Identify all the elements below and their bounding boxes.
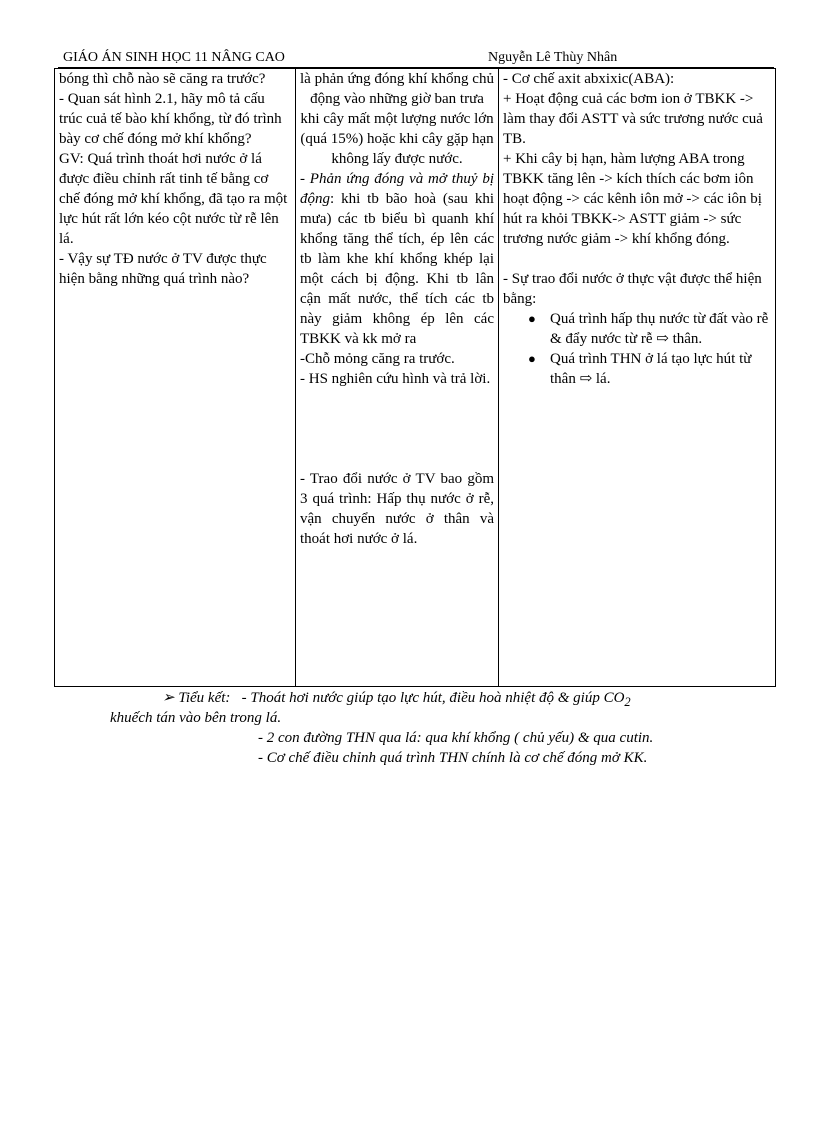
summary-line-3: - 2 con đường THN qua lá: qua khí khổng ( chủ yếu) & qua cutin. [258, 730, 654, 746]
col2-paragraph: - HS nghiên cứu hình và trả lời. [300, 371, 491, 387]
subscript: 2 [624, 695, 631, 709]
summary-marker: ➢ Tiểu kết: [162, 690, 231, 706]
column-student-activity [296, 69, 499, 687]
col2-paragraph: - Trao đổi nước ở TV bao gồm 3 quá trình: Hấp thụ nước ở rễ, vận chuyển nước ở thân và thoát hơi nước ở lá. [300, 471, 494, 547]
summary-line-4: - Cơ chế điều chỉnh quá trình THN chính là cơ chế đóng mở KK. [258, 750, 648, 766]
list-item-text: Quá trình THN ở lá tạo lực hút từ thân ⇨ lá. [550, 351, 752, 387]
column-content [499, 69, 776, 687]
col2-italic-heading: - Phản ứng đóng và mở thuỷ bị động [300, 171, 494, 207]
page-header [58, 50, 774, 66]
lesson-table [54, 68, 776, 687]
list-item [528, 349, 771, 389]
bullet-icon: ● [528, 351, 536, 366]
header-title: GIÁO ÁN SINH HỌC 11 NÂNG CAO [63, 50, 285, 65]
summary-text: - Thoát hơi nước giúp tạo lực hút, điều hoà nhiệt độ & giúp CO [241, 690, 625, 706]
col1-line: - Vậy sự TĐ nước ở TV được thực hiện bằng những quá trình nào? [59, 251, 267, 287]
spacer [300, 389, 494, 469]
list-item-text: Quá trình hấp thụ nước từ đất vào rễ & đẩy nước từ rễ ⇨ thân. [550, 311, 769, 347]
col3-paragraph: + Hoạt động cuả các bơm ion ở TBKK -> làm thay đổi ASTT và sức trương nước cuả TB. [503, 91, 763, 147]
column-teacher-activity [55, 69, 296, 687]
col2-paragraph: -Chỗ mỏng căng ra trước. [300, 351, 455, 367]
summary-line-2: khuếch tán vào bên trong lá. [110, 710, 282, 726]
col2-text: : khi tb bão hoà (sau khi mưa) các tb biểu bì quanh khí khổng tăng thể tích, ép lên các tb làm khe khí khổng khép lại một cách bị động. Khi tb lân cận mất nước, thể tích các tb này giảm không ép lên các TBKK và kk mở ra [300, 191, 494, 347]
col3-paragraph: - Sự trao đổi nước ở thực vật được thể hiện bằng: [503, 271, 762, 307]
col1-line: bóng thì chỗ nào sẽ căng ra trước? [59, 71, 266, 87]
table-row [55, 69, 776, 687]
col3-paragraph: + Khi cây bị hạn, hàm lượng ABA trong TBKK tăng lên -> kích thích các bơm iôn hoạt động -> các kênh iôn mở -> các iôn bị hút ra khỏi TBKK-> ASTT giảm -> sức trương nước giảm -> khí khổng đóng. [503, 151, 762, 247]
list-item [528, 309, 771, 349]
header-author: Nguyễn Lê Thùy Nhân [488, 50, 618, 65]
bullet-icon: ● [528, 311, 536, 326]
col2-paragraph: là phản ứng đóng khí khổng chủ động vào những giờ ban trưa khi cây mất một lượng nước lớn (quá 15%) hoặc khi cây gặp hạn không lấy được nước. [300, 71, 494, 167]
col3-paragraph: - Cơ chế axit abxixic(ABA): [503, 71, 675, 87]
bullet-list [503, 309, 771, 389]
spacer [503, 249, 771, 269]
col2-paragraph [300, 169, 494, 349]
col1-line: GV: Quá trình thoát hơi nước ở lá được điều chỉnh rất tinh tế bằng cơ chế đóng mở khí khổng, đã tạo ra một lực hút rất lớn kéo cột nước từ rễ lên lá. [59, 151, 288, 247]
col1-line: - Quan sát hình 2.1, hãy mô tả cấu trúc cuả tế bào khí khổng, từ đó trình bày cơ chế đóng mở khí khổng? [59, 91, 282, 147]
